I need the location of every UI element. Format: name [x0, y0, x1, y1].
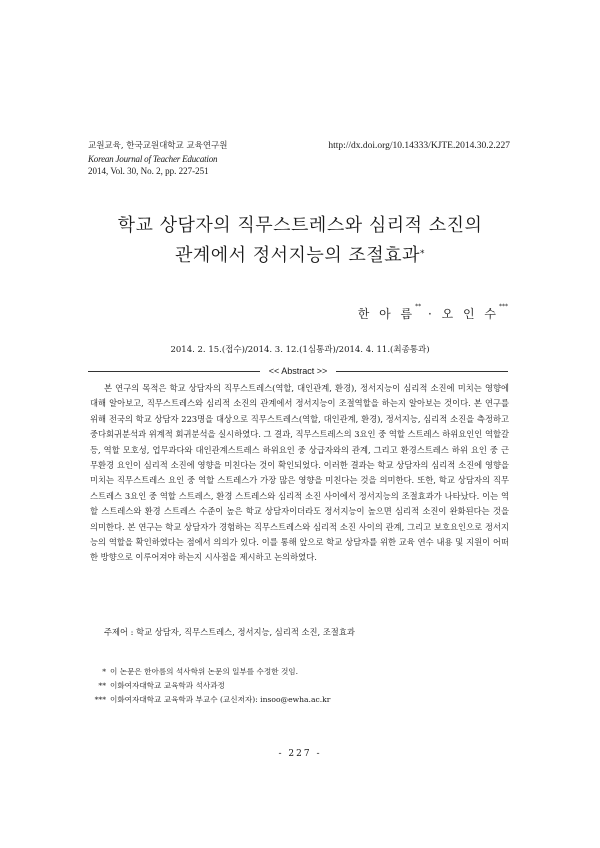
footnote-3-text: 이화여자대학교 교육학과 부교수 (교신저자): insoo@ewha.ac.kr — [110, 695, 331, 704]
footnote-1 — [90, 665, 530, 679]
author-1-mark: ** — [415, 303, 422, 310]
footnote-2 — [90, 679, 530, 693]
submission-dates: 2014. 2. 15.(접수)/2014. 3. 12.(1심통과)/2014. 4. 11.(최종통과) — [170, 345, 430, 355]
abstract-heading — [88, 364, 508, 378]
title-line-1: 학교 상담자의 직무스트레스와 심리적 소진의 — [117, 215, 483, 236]
abstract-body: 본 연구의 목적은 학교 상담자의 직무스트레스(역할, 대인관계, 환경), 정서지능이 심리적 소진에 미치는 영향에 대해 알아보고, 직무스트레스와 심리적 소진의 관계에서 정서지능이 조절역할을 하는지 알아보는 것이다. 본 연구를 위해 전국의 학교 상담자 223명을 대상으로 직무스트레스(역할, 대인관계, 환경), 정서지능, 심리적 소진을 측정하고 중다회귀분석과 위계적 회귀분석을 실시하였다. 그 결과, 직무스트레스의 3요인 중 역할 스트레스 하위요인인 역할갈등, 역할 모호성, 업무과다와 대인관계스트레스 하위요인 중 상급자와의 관계, 그리고 환경스트레스 하위 요인 중 근무환경 요인이 심리적 소진에 영향을 미친다는 것이 확인되었다. 이러한 결과는 학교 상담자의 심리적 소진에 영향을 미치는 직무스트레스 요인 중 역할 스트레스가 가장 많은 영향을 미친다는 것을 의미한다. 또한, 학교 상담자의 직무스트레스 3요인 중 역할 스트레스, 환경 스트레스와 심리적 소진 사이에서 정서지능의 조절효과가 나타났다. 이는 역할 스트레스와 환경 스트레스 수준이 높은 학교 상담자이더라도 정서지능이 높으면 심리적 소진이 완화된다는 것을 의미한다. 본 연구는 학교 상담자가 경험하는 직무스트레스와 심리적 소진 사이의 관계, 그리고 보호요인으로 정서지능의 역할을 확인하였다는 점에서 의의가 있다. 이를 통해 앞으로 학교 상담자를 위한 교육 연수 내용 및 지원이 어떠한 방향으로 이루어져야 하는지 시사점을 제시하고 논의하였다. — [90, 383, 509, 563]
abstract-label: << Abstract >> — [268, 366, 328, 376]
paper-title — [0, 211, 600, 271]
journal-name: Korean Journal of Teacher Education — [88, 153, 218, 164]
publisher-line: 교원교육, 한국교원대학교 교육연구원 — [88, 141, 228, 151]
footnote-2-mark: ** — [98, 681, 106, 690]
author-1-name: 한 아 름 — [357, 307, 416, 321]
footnote-3 — [90, 693, 530, 707]
author-2-mark: *** — [499, 303, 508, 310]
volume-info: 2014, Vol. 30, No. 2, pp. 227-251 — [88, 166, 209, 176]
author-separator: · — [427, 307, 435, 321]
footnote-2-text: 이화여자대학교 교육학과 석사과정 — [110, 681, 225, 690]
footnote-3-mark: *** — [94, 695, 106, 704]
title-line-2-text: 관계에서 정서지능의 조절효과 — [175, 245, 420, 266]
page-number: - 227 - — [278, 749, 322, 759]
doi-link[interactable]: http://dx.doi.org/10.14333/KJTE.2014.30.2.227 — [328, 141, 510, 151]
keywords: 주제어 : 학교 상담자, 직무스트레스, 정서지능, 심리적 소진, 조절효과 — [104, 627, 355, 637]
author-2-name: 오 인 수 — [441, 307, 499, 321]
title-footnote-mark: * — [420, 249, 425, 259]
abstract-rule-right — [336, 371, 508, 372]
footnotes — [90, 665, 530, 707]
footnote-1-text: 이 논문은 한아름의 석사학위 논문의 일부를 수정한 것임. — [110, 667, 299, 676]
author-list — [358, 305, 508, 322]
footnote-1-mark: * — [102, 667, 106, 676]
title-line-2 — [0, 241, 600, 271]
journal-header — [88, 140, 227, 178]
